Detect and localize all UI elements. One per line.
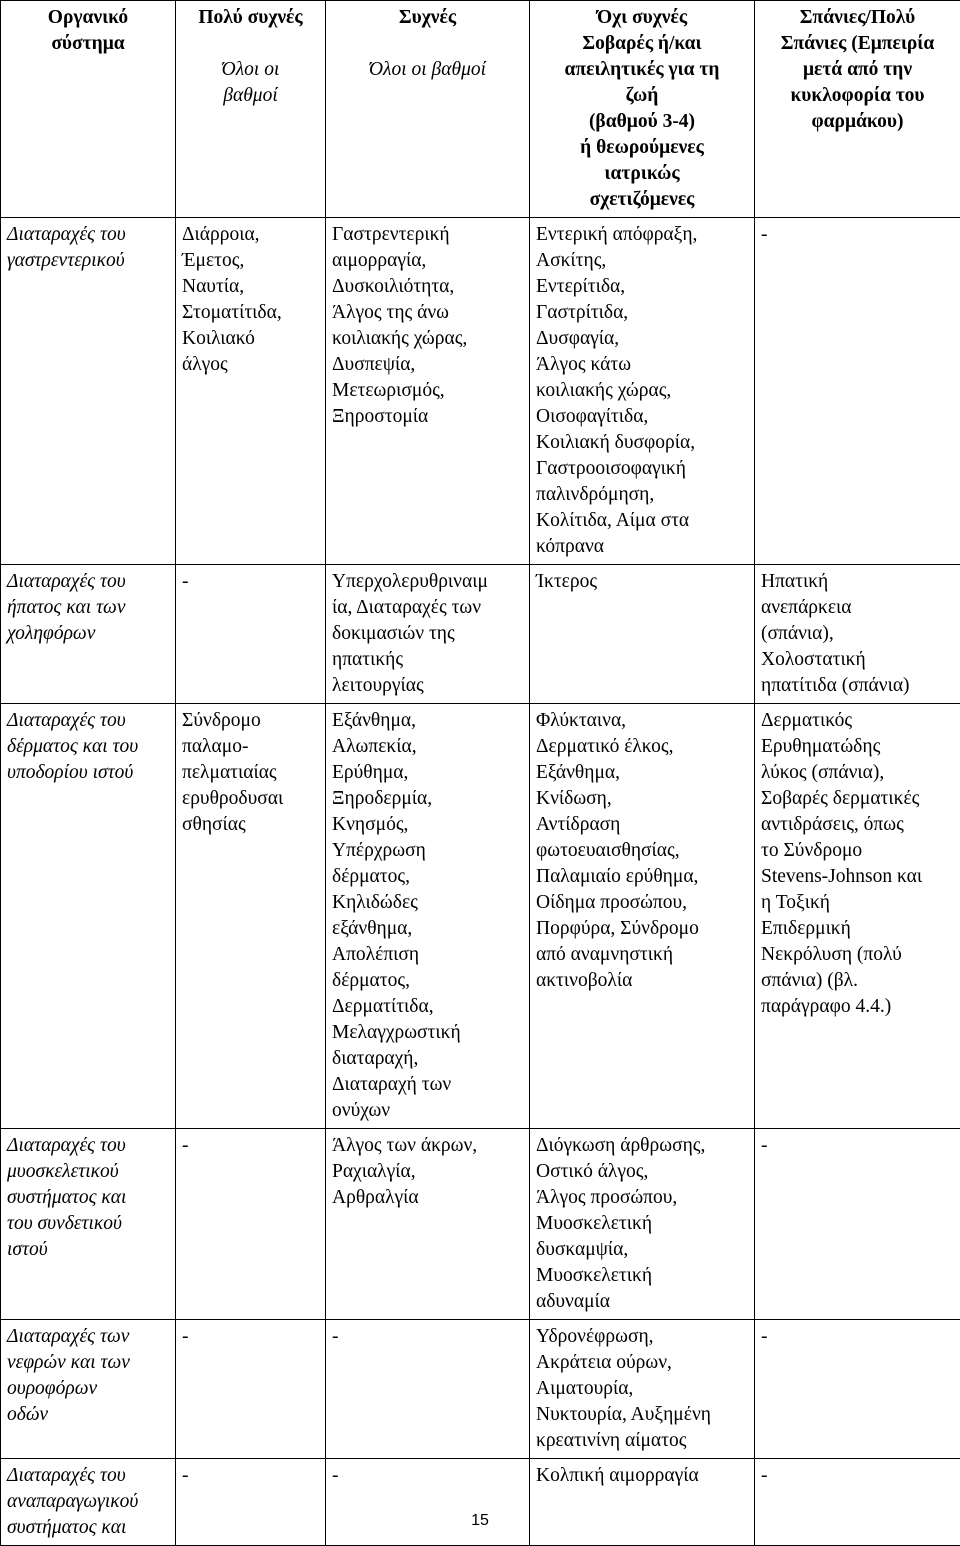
table-row — [1, 218, 960, 565]
common-cell: - — [326, 1320, 530, 1459]
table-row — [1, 1129, 960, 1320]
rare-cell: - — [755, 1459, 960, 1546]
common-cell: Εξάνθημα, Αλωπεκία, Ερύθημα, Ξηροδερμία, Κνησμός, Υπέρχρωση δέρματος, Κηλιδώδες εξάνθημα, Απολέπιση δέρματος, Δερματίτιδα, Μελαγχρωστική διαταραχή, Διαταραχή των ονύχων — [326, 704, 530, 1129]
rare-cell: Δερματικός Ερυθηματώδης λύκος (σπάνια), Σοβαρές δερματικές αντιδράσεις, όπως το Σύνδρομο Stevens-Johnson και η Τοξική Επιδερμική Νεκρόλυση (πολύ σπάνια) (βλ. παράγραφο 4.4.) — [755, 704, 960, 1129]
header-uncommon: Όχι συχνές Σοβαρές ή/και απειλητικές για τη ζωή (βαθμού 3-4) ή θεωρούμενες ιατρικώς σχετιζόμενες — [530, 1, 755, 218]
organ-cell: Διαταραχές του μυοσκελετικού συστήματος και του συνδετικού ιστού — [1, 1129, 176, 1320]
header-common-grades: Όλοι οι βαθμοί — [332, 57, 523, 83]
table-row — [1, 704, 960, 1129]
uncommon-cell: Υδρονέφρωση, Ακράτεια ούρων, Αιματουρία, Νυκτουρία, Αυξημένη κρεατινίνη αίματος — [530, 1320, 755, 1459]
header-row — [1, 1, 960, 218]
table-row — [1, 565, 960, 704]
table-row — [1, 1459, 960, 1546]
table-row — [1, 1320, 960, 1459]
header-organ-system: Οργανικό σύστημα — [1, 1, 176, 218]
header-rare: Σπάνιες/Πολύ Σπάνιες (Εμπειρία μετά από την κυκλοφορία του φαρμάκου) — [755, 1, 960, 218]
very-common-cell: - — [176, 565, 326, 704]
very-common-cell: - — [176, 1320, 326, 1459]
page-number: 15 — [0, 1512, 960, 1530]
very-common-cell: Διάρροια, Έμετος, Ναυτία, Στοματίτιδα, Κοιλιακό άλγος — [176, 218, 326, 565]
header-common: Συχνές Όλοι οι βαθμοί — [326, 1, 530, 218]
common-cell: Γαστρεντερική αιμορραγία, Δυσκοιλιότητα, Άλγος της άνω κοιλιακής χώρας, Δυσπεψία, Μετεωρισμός, Ξηροστομία — [326, 218, 530, 565]
organ-cell: Διαταραχές του αναπαραγωγικού συστήματος και — [1, 1459, 176, 1546]
rare-cell: - — [755, 1129, 960, 1320]
very-common-cell: - — [176, 1459, 326, 1546]
common-cell: - — [326, 1459, 530, 1546]
common-cell: Άλγος των άκρων, Ραχιαλγία, Αρθραλγία — [326, 1129, 530, 1320]
uncommon-cell: Ίκτερος — [530, 565, 755, 704]
rare-cell: Ηπατική ανεπάρκεια (σπάνια), Χολοστατική ηπατίτιδα (σπάνια) — [755, 565, 960, 704]
rare-cell: - — [755, 1320, 960, 1459]
uncommon-cell: Φλύκταινα, Δερματικό έλκος, Εξάνθημα, Κνίδωση, Αντίδραση φωτοευαισθησίας, Παλαμιαίο ερύθημα, Οίδημα προσώπου, Πορφύρα, Σύνδρομο από αναμνηστική ακτινοβολία — [530, 704, 755, 1129]
very-common-cell: - — [176, 1129, 326, 1320]
organ-cell: Διαταραχές του ήπατος και των χοληφόρων — [1, 565, 176, 704]
rare-cell: - — [755, 218, 960, 565]
header-very-common-grades: Όλοι οι βαθμοί — [182, 57, 319, 109]
uncommon-cell: Εντερική απόφραξη, Ασκίτης, Εντερίτιδα, Γαστρίτιδα, Δυσφαγία, Άλγος κάτω κοιλιακής χώρας, Οισοφαγίτιδα, Κοιλιακή δυσφορία, Γαστροοισοφαγική παλινδρόμηση, Κολίτιδα, Αίμα στα κόπρανα — [530, 218, 755, 565]
organ-cell: Διαταραχές των νεφρών και των ουροφόρων οδών — [1, 1320, 176, 1459]
uncommon-cell: Κολπική αιμορραγία — [530, 1459, 755, 1546]
common-cell: Υπερχολερυθριναιμ ία, Διαταραχές των δοκιμασιών της ηπατικής λειτουργίας — [326, 565, 530, 704]
header-very-common: Πολύ συχνές Όλοι οι βαθμοί — [176, 1, 326, 218]
organ-cell: Διαταραχές του δέρματος και του υποδορίου ιστού — [1, 704, 176, 1129]
very-common-cell: Σύνδρομο παλαμο- πελματιαίας ερυθροδυσαι σθησίας — [176, 704, 326, 1129]
organ-cell: Διαταραχές του γαστρεντερικού — [1, 218, 176, 565]
uncommon-cell: Διόγκωση άρθρωσης, Οστικό άλγος, Άλγος προσώπου, Μυοσκελετική δυσκαμψία, Μυοσκελετική αδυναμία — [530, 1129, 755, 1320]
